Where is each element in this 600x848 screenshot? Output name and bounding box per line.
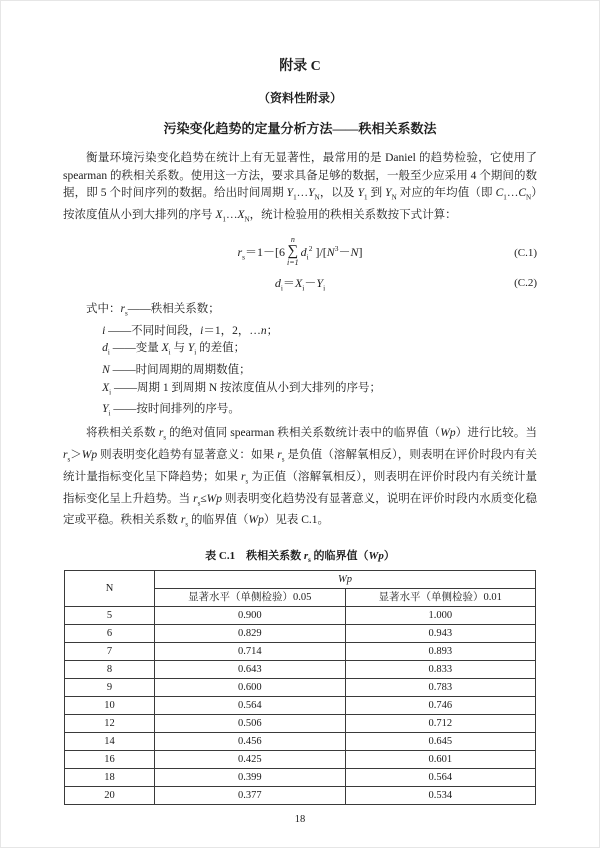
definition-line: 式中：$r_s——$秩相关系数； (86, 302, 220, 318)
critical-values-body (65, 607, 536, 805)
section-heading: 污染变化趋势的定量分析方法——秩相关系数法 (163, 121, 437, 136)
cell-critical-value: 0.712 (345, 715, 536, 733)
column-header-significance-001: 显著水平（单侧检验）0.01 (345, 589, 536, 607)
summation-lower-limit: i=1 (287, 257, 299, 267)
table-title: 表 C.1 秩相关系数 $r_s$ 的临界值（Wp） (205, 550, 395, 565)
equation-number-c2: (C.2) (514, 276, 537, 289)
sigma-icon: ∑ (287, 242, 299, 259)
table-row (65, 661, 536, 679)
column-header-n: N (65, 571, 155, 607)
cell-critical-value: 1.000 (345, 607, 536, 625)
cell-critical-value: 0.645 (345, 733, 536, 751)
paragraph-intro: 衡量环境污染变化趋势在统计上有无显著性，最常用的是 Daniel 的趋势检验，它使用了 spearman 的秩相关系数。使用这一方法，要求具备足够的数据，一般至少应采用 4 个期间的数据，即 5 个时间序列的数据。给出时间周期 $Y_1\dots Y_N$，以及 $Y_1$ 到 $Y_N$ 对应的年均值（即 $C_1\dots C_N$）按浓度值从小到大排列的序号 $X_1\dots X_N$，统计检验用的秩相关系数按下式计算： (63, 152, 537, 224)
table-row (65, 787, 536, 805)
cell-critical-value: 0.746 (345, 697, 536, 715)
cell-n: 12 (65, 715, 155, 733)
paragraph-interpretation: 将秩相关系数 $r_s$ 的绝对值同 spearman 秩相关系数统计表中的临界值（Wp）进行比较。当 $r_s>Wp$ 则表明变化趋势有显著意义：如果 $r_s$ 是负值（溶解氧相反），则表明在评价时段内有关统计量指标变化呈下降趋势；如果 $r_s$ 为正值（溶解氧相反），则表明在评价时段内有关统计量指标变化呈上升趋势。当 $r_s\le Wp$ 则表明变化趋势没有显著意义，说明在评价时段内水质变化稳定或平稳。秩相关系数 $r_s$ 的临界值（Wp）见表 C.1。 (63, 427, 538, 529)
critical-values-table (64, 570, 536, 805)
cell-n: 18 (65, 769, 155, 787)
definition-line: $X_i$ ——周期 1 到周期 N 按浓度值从小到大排列的序号； (102, 381, 382, 396)
column-header-significance-005: 显著水平（单侧检验）0.05 (155, 589, 346, 607)
page-number: 18 (294, 814, 306, 825)
formula-c1 (63, 234, 537, 269)
cell-critical-value: 0.564 (155, 697, 346, 715)
formula-c2-expression: $d_i=X_i-Y_i$ (274, 275, 326, 292)
definition-line: N ——时间周期的周期数值； (102, 364, 251, 377)
table-header-row (65, 571, 536, 589)
symbol-definitions (63, 301, 537, 423)
formula-c2 (63, 274, 537, 292)
definition-line: $d_i$ ——变量 $X_i$ 与 $Y_i$ 的差值； (102, 342, 246, 357)
cell-n: 5 (65, 607, 155, 625)
cell-critical-value: 0.900 (155, 607, 346, 625)
table-row (65, 715, 536, 733)
cell-critical-value: 0.783 (345, 679, 536, 697)
table-row (65, 679, 536, 697)
cell-critical-value: 0.506 (155, 715, 346, 733)
cell-n: 7 (65, 643, 155, 661)
cell-critical-value: 0.601 (345, 751, 536, 769)
cell-critical-value: 0.833 (345, 661, 536, 679)
cell-critical-value: 0.564 (345, 769, 536, 787)
cell-critical-value: 0.943 (345, 625, 536, 643)
cell-critical-value: 0.643 (155, 661, 346, 679)
summation-symbol (287, 236, 299, 267)
cell-critical-value: 0.829 (155, 625, 346, 643)
summation-upper-limit: n (290, 234, 295, 244)
appendix-subtitle: （资料性附录） (257, 91, 342, 105)
table-row (65, 733, 536, 751)
table-row (65, 751, 536, 769)
column-header-wp: Wp (155, 571, 536, 589)
formula-c1-expression (237, 234, 363, 269)
table-row (65, 643, 536, 661)
cell-critical-value: 0.456 (155, 733, 346, 751)
cell-critical-value: 0.425 (155, 751, 346, 769)
cell-critical-value: 0.399 (155, 769, 346, 787)
cell-n: 6 (65, 625, 155, 643)
cell-critical-value: 0.600 (155, 679, 346, 697)
cell-n: 8 (65, 661, 155, 679)
cell-critical-value: 0.714 (155, 643, 346, 661)
cell-critical-value: 0.377 (155, 787, 346, 805)
table-row (65, 697, 536, 715)
cell-critical-value: 0.893 (345, 643, 536, 661)
formula-c1-rhs: $d_i^2$ ]$/[N^3-N]$ (300, 243, 363, 262)
cell-n: 9 (65, 679, 155, 697)
cell-critical-value: 0.534 (345, 787, 536, 805)
cell-n: 20 (65, 787, 155, 805)
cell-n: 14 (65, 733, 155, 751)
equation-number-c1: (C.1) (514, 247, 537, 260)
definition-line: i ——不同时间段，i＝1，2，…n； (102, 324, 279, 337)
cell-n: 10 (65, 697, 155, 715)
formula-c1-lhs: $r_s=1-[6$ (237, 244, 286, 262)
table-row (65, 625, 536, 643)
table-row (65, 769, 536, 787)
cell-n: 16 (65, 751, 155, 769)
definition-line: $Y_i$ ——按时间排列的序号。 (102, 403, 240, 418)
table-row (65, 607, 536, 625)
appendix-title: 附录 C (279, 59, 321, 74)
